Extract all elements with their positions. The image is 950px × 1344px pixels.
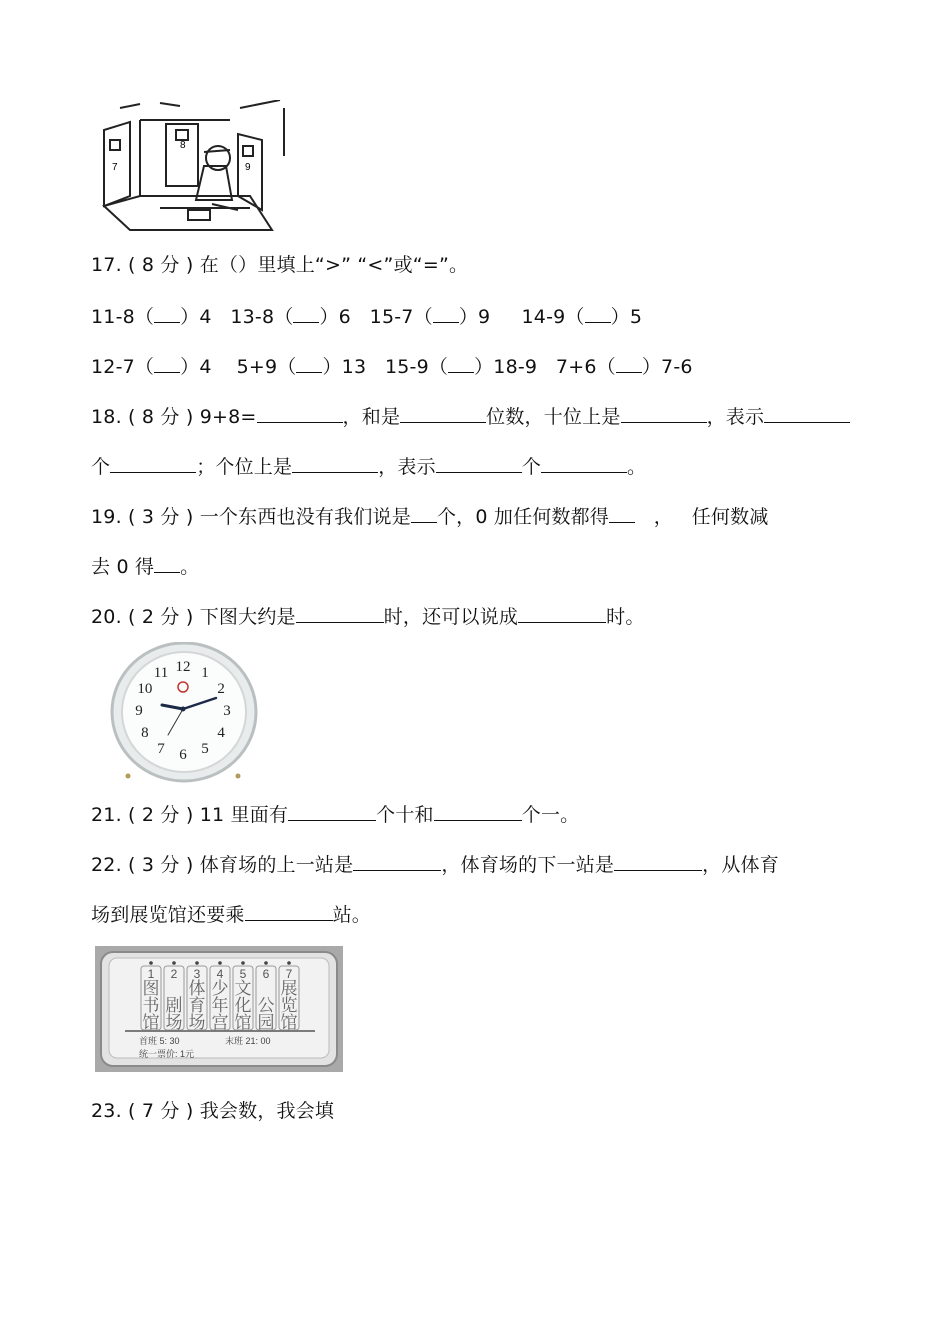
clock-numeral: 10 xyxy=(137,681,153,697)
stop-number: 2 xyxy=(170,967,178,981)
q21-line-1: 21. ( 2 分 ) 11 里面有 个十和 个一。 xyxy=(91,800,579,828)
stop-name-char: 场 xyxy=(188,1013,206,1033)
answer-blank[interactable] xyxy=(245,900,333,921)
stop-name-char: 馆 xyxy=(280,1013,298,1033)
answer-blank[interactable] xyxy=(614,850,702,871)
clock-numeral: 2 xyxy=(217,681,225,697)
stop-name-char: 文 xyxy=(234,979,252,999)
answer-blank[interactable] xyxy=(434,800,522,821)
answer-blank[interactable] xyxy=(448,352,474,373)
answer-blank[interactable] xyxy=(353,850,441,871)
stop-marker xyxy=(172,961,176,965)
clock-numeral: 3 xyxy=(223,703,231,719)
stop-name-char: 场 xyxy=(165,1013,183,1033)
stop-name-char: 公 xyxy=(257,996,275,1016)
answer-blank[interactable] xyxy=(400,402,486,423)
stop-number: 7 xyxy=(285,967,293,981)
q18-line-2: 个 ；个位上是 ，表示 个 。 xyxy=(91,452,646,480)
stop-marker xyxy=(218,961,222,965)
answer-blank[interactable] xyxy=(518,602,606,623)
stop-number: 6 xyxy=(262,967,270,981)
answer-blank[interactable] xyxy=(293,302,319,323)
stop-name-char: 览 xyxy=(280,996,298,1016)
stop-name-char: 馆 xyxy=(234,1013,252,1033)
answer-blank[interactable] xyxy=(288,800,376,821)
door-number-9: 9 xyxy=(245,162,251,173)
answer-blank[interactable] xyxy=(616,352,642,373)
answer-blank[interactable] xyxy=(154,552,180,573)
q18-line-1: 18. ( 8 分 ) 9+8= ，和是 位数，十位上是 ，表示 xyxy=(91,402,850,430)
clock-numeral: 12 xyxy=(175,659,191,675)
stop-marker xyxy=(287,961,291,965)
answer-blank[interactable] xyxy=(764,402,850,423)
answer-blank[interactable] xyxy=(257,402,343,423)
q23-heading: 23. ( 7 分 ) 我会数，我会填 xyxy=(91,1100,335,1122)
clock-numeral: 9 xyxy=(135,703,143,719)
q17-row-1: 11-8（ ）4 13-8（ ）6 15-7（ ）9 14-9（ ）5 xyxy=(91,302,642,330)
stop-number: 5 xyxy=(239,967,247,981)
stop-name-char: 馆 xyxy=(142,1013,160,1033)
q19-line-1: 19. ( 3 分 ) 一个东西也没有我们说是 个，0 加任何数都得 ， 任何数减 xyxy=(91,502,769,530)
answer-blank[interactable] xyxy=(541,452,627,473)
first-bus-time: 首班 5: 30 xyxy=(139,1036,180,1046)
stop-marker xyxy=(195,961,199,965)
door-number-8: 8 xyxy=(180,140,186,151)
q22-line-2: 场到展览馆还要乘 站。 xyxy=(91,900,371,928)
stop-marker xyxy=(264,961,268,965)
answer-blank[interactable] xyxy=(154,352,180,373)
answer-blank[interactable] xyxy=(296,352,322,373)
stop-name-char: 展 xyxy=(280,979,298,999)
stop-name-char: 年 xyxy=(211,996,229,1016)
bus-stop-sign-image xyxy=(95,946,343,1072)
answer-blank[interactable] xyxy=(154,302,180,323)
hallway-doors-illustration xyxy=(100,100,292,236)
q17-row-2: 12-7（ ）4 5+9（ ）13 15-9（ ）18-9 7+6（ ）7-6 xyxy=(91,352,693,380)
stop-name-char: 宫 xyxy=(211,1013,229,1033)
answer-blank[interactable] xyxy=(436,452,522,473)
clock-numeral: 11 xyxy=(153,664,169,681)
stop-name-char: 图 xyxy=(142,979,160,999)
stop-marker xyxy=(149,961,153,965)
stop-name-char: 化 xyxy=(234,996,252,1016)
stop-name-char: 少 xyxy=(211,979,229,999)
clock-numeral: 7 xyxy=(157,741,165,758)
q20-line-1: 20. ( 2 分 ) 下图大约是 时，还可以说成 时。 xyxy=(91,602,645,630)
stop-name-char: 园 xyxy=(257,1013,275,1033)
stop-name-char: 体 xyxy=(188,979,206,999)
bus-fare: 统一票价: 1元 xyxy=(139,1049,195,1059)
clock-numeral: 8 xyxy=(141,725,149,741)
clock-numeral: 1 xyxy=(201,664,209,681)
stop-number: 4 xyxy=(216,967,224,981)
stop-name-char: 剧 xyxy=(165,996,183,1016)
clock-numeral: 6 xyxy=(179,747,187,763)
stop-number: 3 xyxy=(193,967,201,981)
answer-blank[interactable] xyxy=(292,452,378,473)
last-bus-time: 末班 21: 00 xyxy=(225,1036,271,1046)
answer-blank[interactable] xyxy=(585,302,611,323)
clock-numeral: 4 xyxy=(217,725,225,741)
stop-name-char: 书 xyxy=(142,996,160,1016)
stop-name-char: 育 xyxy=(188,996,206,1016)
stop-number: 1 xyxy=(147,967,155,981)
q19-line-2: 去 0 得 。 xyxy=(91,552,199,580)
stop-marker xyxy=(241,961,245,965)
answer-blank[interactable] xyxy=(433,302,459,323)
clock-numeral: 5 xyxy=(201,741,209,758)
wall-clock-image xyxy=(110,642,260,784)
answer-blank[interactable] xyxy=(296,602,384,623)
q22-line-1: 22. ( 3 分 ) 体育场的上一站是 ，体育场的下一站是 ，从体育 xyxy=(91,850,779,878)
q17-heading: 17. ( 8 分 ) 在（）里填上“>” “<”或“=”。 xyxy=(91,254,469,276)
door-number-7: 7 xyxy=(112,162,118,173)
answer-blank[interactable] xyxy=(609,502,635,523)
answer-blank[interactable] xyxy=(411,502,437,523)
answer-blank[interactable] xyxy=(110,452,196,473)
answer-blank[interactable] xyxy=(621,402,707,423)
